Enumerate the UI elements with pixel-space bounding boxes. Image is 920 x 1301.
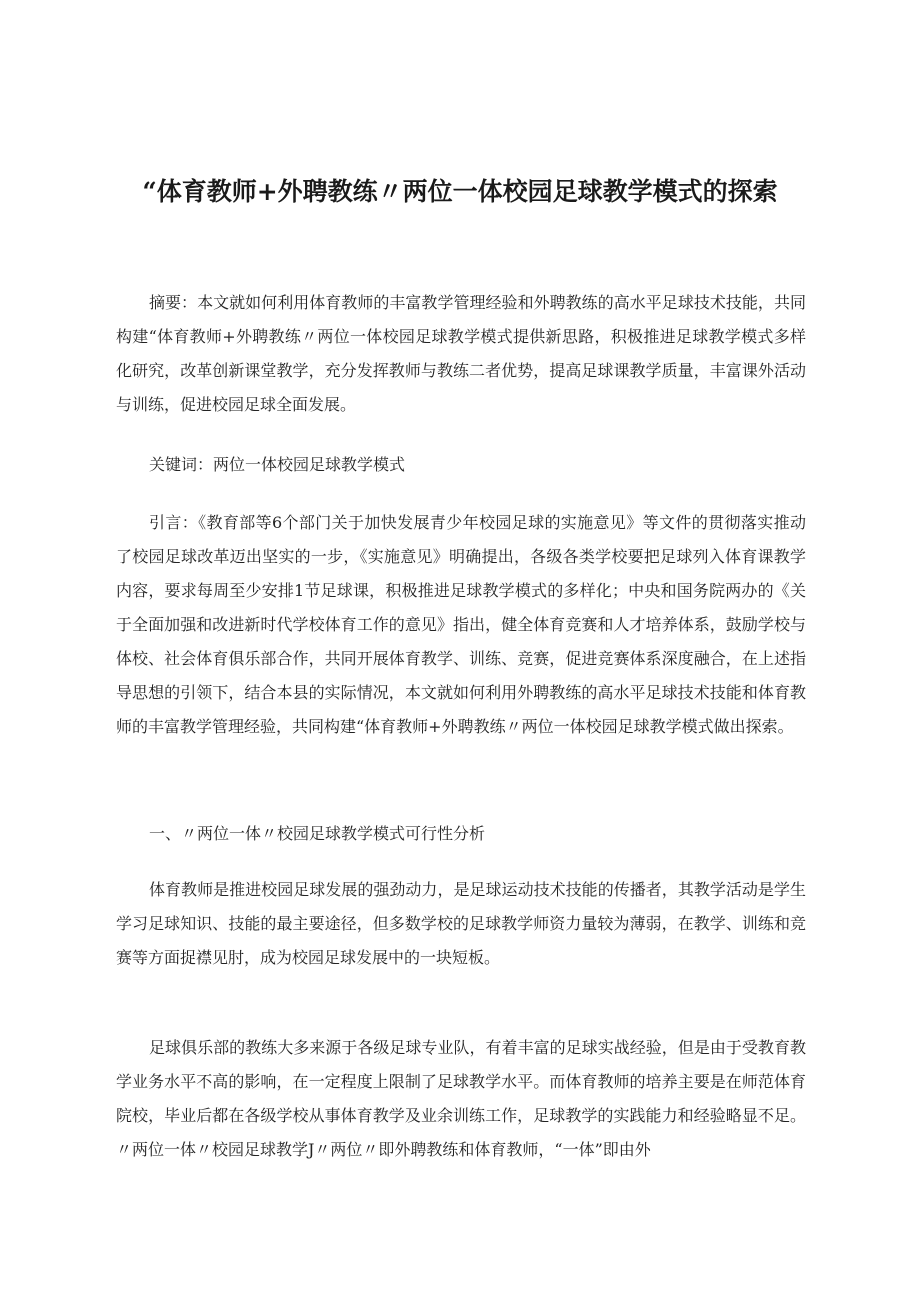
abstract-paragraph: 摘要：本文就如何利用体育教师的丰富教学管理经验和外聘教练的高水平足球技术技能，共同构建“体育教师+外聘教练〃两位一体校园足球教学模式提供新思路，积极推进足球教学模式多样化研究，改革创新课堂教学，充分发挥教师与教练二者优势，提高足球课教学质量，丰富课外活动与训练，促进校园足球全面发展。 <box>116 293 806 414</box>
page-title: “体育教师+外聘教练〃两位一体校园足球教学模式的探索 <box>142 176 778 206</box>
keywords-paragraph: 关键词：两位一体校园足球教学模式 <box>149 455 406 474</box>
section-heading: 一、〃两位一体〃校园足球教学模式可行性分析 <box>149 824 486 843</box>
body-paragraph: 足球俱乐部的教练大多来源于各级足球专业队，有着丰富的足球实战经验，但是由于受教育教学业务水平不高的影响，在一定程度上限制了足球教学水平。而体育教师的培养主要是在师范体育院校，毕业后都在各级学校从事体育教学及业余训练工作，足球教学的实践能力和经验略显不足。〃两位一体〃校园足球教学J〃两位〃即外聘教练和体育教师，“一体”即由外 <box>116 1038 806 1159</box>
introduction-paragraph: 引言：《教育部等6个部门关于加快发展青少年校园足球的实施意见》等文件的贯彻落实推动了校园足球改革迈出坚实的一步，《实施意见》明确提出，各级各类学校要把足球列入体育课教学内容，要求每周至少安排1节足球课，积极推进足球教学模式的多样化；中央和国务院两办的《关于全面加强和改进新时代学校体育工作的意见》指出，健全体育竞赛和人才培养体系，鼓励学校与体校、社会体育俱乐部合作，共同开展体育教学、训练、竞赛，促进竞赛体系深度融合，在上述指导思想的引领下，结合本县的实际情况，本文就如何利用外聘教练的高水平足球技术技能和体育教师的丰富教学管理经验，共同构建“体育教师+外聘教练〃两位一体校园足球教学模式做出探索。 <box>116 513 806 736</box>
body-paragraph: 体育教师是推进校园足球发展的强劲动力，是足球运动技术技能的传播者，其教学活动是学生学习足球知识、技能的最主要途径，但多数学校的足球教学师资力量较为薄弱，在教学、训练和竞赛等方面捉襟见肘，成为校园足球发展中的一块短板。 <box>116 880 806 967</box>
